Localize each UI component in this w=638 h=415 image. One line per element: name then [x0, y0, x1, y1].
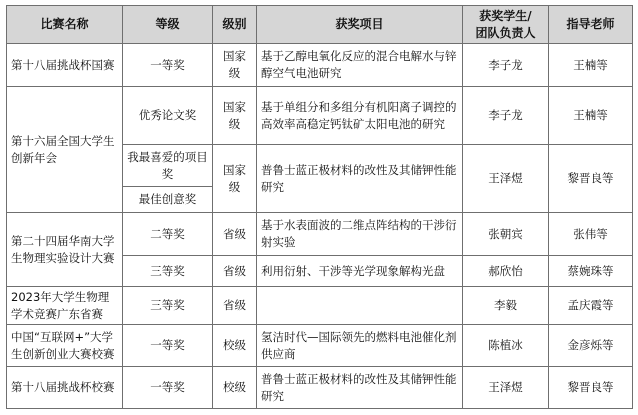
competition-cell: 第十八届挑战杯国赛 [7, 44, 123, 87]
level-cell [213, 145, 257, 213]
advisor-cell: 张伟等 [549, 213, 633, 256]
project-cell: 普鲁士蓝正极材料的改性及其储钾性能研究 [257, 367, 463, 409]
student-cell: 陈植冰 [463, 325, 549, 367]
competition-cell: 第十六届全国大学生创新年会 [7, 87, 123, 213]
student-cell: 李毅 [463, 287, 549, 325]
advisor-cell: 蔡婉珠等 [549, 256, 633, 287]
grade-cell: 三等奖 [123, 256, 213, 287]
project-cell: 利用衍射、干涉等光学现象解构光盘 [257, 256, 463, 287]
level-cell: 省级 [213, 213, 257, 256]
grade-cell: 我最喜爱的项目奖 [123, 145, 213, 187]
grade-cell: 三等奖 [123, 287, 213, 325]
advisor-cell: 王楠等 [549, 44, 633, 87]
student-cell: 王泽煜 [463, 367, 549, 409]
project-cell: 基于单组分和多组分有机阳离子调控的高效率高稳定钙钛矿太阳电池的研究 [257, 87, 463, 145]
student-cell: 郝欣怡 [463, 256, 549, 287]
competition-cell: 中国“互联网+”大学生创新创业大赛校赛 [7, 325, 123, 367]
table-row [7, 325, 633, 367]
table-row [7, 87, 633, 145]
level-line1: 国家 [223, 162, 246, 177]
table-row [7, 287, 633, 325]
project-cell: 基于乙醇电氧化反应的混合电解水与锌醇空气电池研究 [257, 44, 463, 87]
level-line1: 国家 [223, 99, 246, 114]
level-cell: 校级 [213, 367, 257, 409]
header-project: 获奖项目 [257, 6, 463, 44]
grade-cell: 最佳创意奖 [123, 187, 213, 213]
header-level: 级别 [213, 6, 257, 44]
project-cell: 氢洁时代—国际领先的燃料电池催化剂供应商 [257, 325, 463, 367]
project-cell [257, 287, 463, 325]
grade-cell: 一等奖 [123, 325, 213, 367]
advisor-cell: 孟庆霞等 [549, 287, 633, 325]
advisor-cell: 黎晋良等 [549, 367, 633, 409]
competition-cell: 第十八届挑战杯校赛 [7, 367, 123, 409]
level-cell: 省级 [213, 256, 257, 287]
competition-cell: 第二十四届华南大学生物理实验设计大赛 [7, 213, 123, 287]
level-line2: 级 [228, 116, 241, 131]
level-cell: 省级 [213, 287, 257, 325]
level-cell [213, 44, 257, 87]
grade-cell: 二等奖 [123, 213, 213, 256]
level-line2: 级 [228, 66, 241, 80]
grade-cell: 一等奖 [123, 44, 213, 87]
student-cell: 张朝宾 [463, 213, 549, 256]
header-row [7, 6, 633, 44]
level-cell: 校级 [213, 325, 257, 367]
level-line2: 级 [228, 179, 241, 194]
project-cell: 普鲁士蓝正极材料的改性及其储钾性能研究 [257, 145, 463, 213]
header-competition: 比赛名称 [7, 6, 123, 44]
header-students-line2: 团队负责人 [475, 25, 536, 40]
student-cell: 李子龙 [463, 44, 549, 87]
awards-table [6, 5, 633, 409]
level-line1: 国家 [223, 49, 246, 63]
advisor-cell: 王楠等 [549, 87, 633, 145]
advisor-cell: 金彦烁等 [549, 325, 633, 367]
table-row [7, 44, 633, 87]
table-row [7, 367, 633, 409]
header-grade: 等级 [123, 6, 213, 44]
advisor-cell: 黎晋良等 [549, 145, 633, 213]
project-cell: 基于水表面波的二维点阵结构的干涉衍射实验 [257, 213, 463, 256]
header-advisor: 指导老师 [549, 6, 633, 44]
competition-cell: 2023年大学生物理学术竞赛广东省赛 [7, 287, 123, 325]
student-cell: 王泽煜 [463, 145, 549, 213]
grade-cell: 优秀论文奖 [123, 87, 213, 145]
level-cell [213, 87, 257, 145]
header-students-line1: 获奖学生/ [479, 8, 532, 23]
student-cell: 李子龙 [463, 87, 549, 145]
table-row [7, 213, 633, 256]
grade-cell: 一等奖 [123, 367, 213, 409]
header-students [463, 6, 549, 44]
